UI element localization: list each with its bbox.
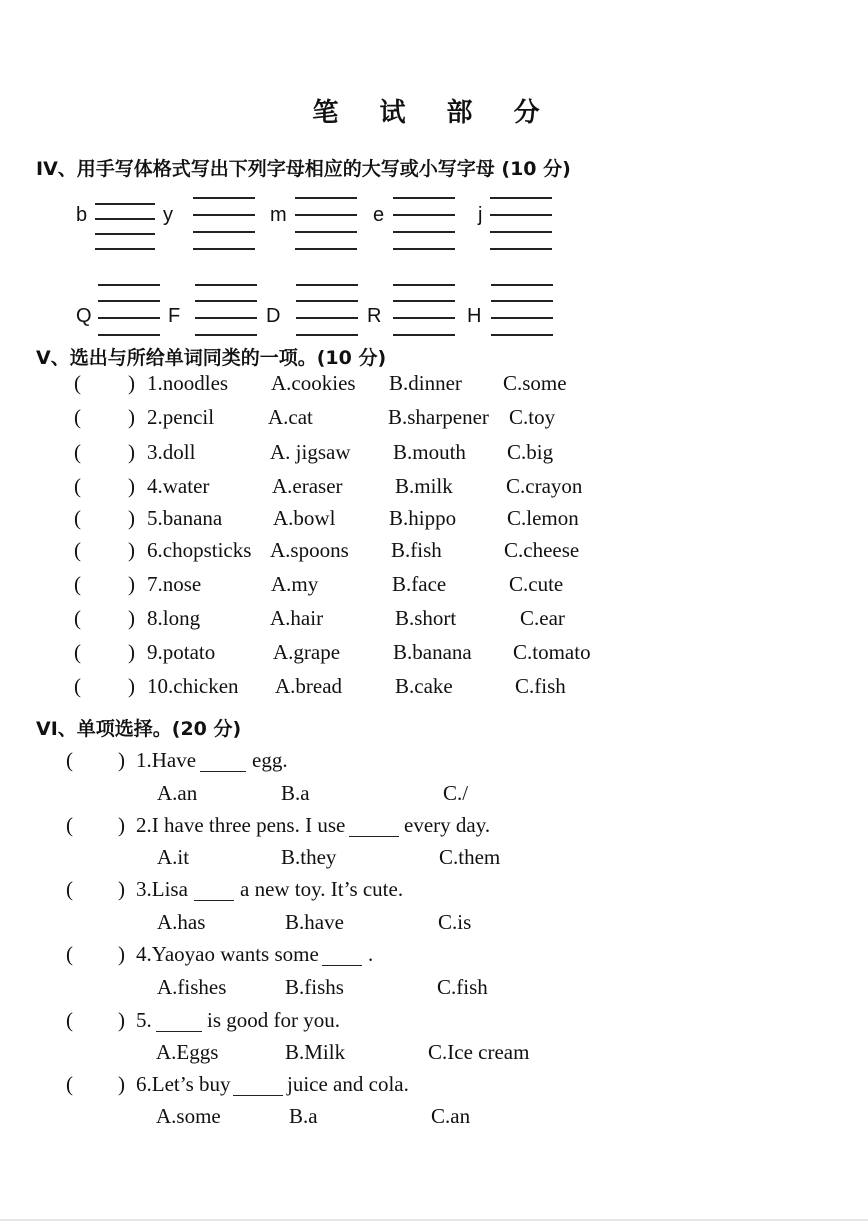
letter-j: j <box>478 204 483 226</box>
answer-paren-open[interactable]: ( <box>74 606 81 630</box>
writing-line[interactable] <box>393 197 455 199</box>
question-word: 10.chicken <box>147 674 239 698</box>
question-text-start: 2.I have three pens. I use <box>136 813 346 837</box>
question-word: 1.noodles <box>147 371 229 395</box>
writing-line[interactable] <box>490 197 552 199</box>
option-b: B.hippo <box>389 506 457 530</box>
section-4-heading: IV、用手写体格式写出下列字母相应的大写或小写字母 (10 分) <box>36 158 571 180</box>
option-a: A.eraser <box>272 474 343 498</box>
writing-line[interactable] <box>296 284 358 286</box>
writing-line[interactable] <box>193 248 255 250</box>
letter-e: e <box>373 204 385 226</box>
writing-line[interactable] <box>95 203 155 205</box>
option-c: C.cheese <box>504 538 580 562</box>
writing-line[interactable] <box>296 317 358 319</box>
option-c: C.some <box>503 371 567 395</box>
option-c: C.fish <box>437 975 488 999</box>
answer-paren-close: ) <box>128 506 135 530</box>
letter-H: H <box>467 305 482 327</box>
option-a: A.it <box>157 845 190 869</box>
option-b: B.a <box>289 1104 318 1128</box>
option-b: B.mouth <box>393 440 466 464</box>
writing-line[interactable] <box>490 214 552 216</box>
page-bottom-edge <box>0 1219 868 1221</box>
question-text-end: juice and cola. <box>287 1072 409 1096</box>
letter-b: b <box>76 204 88 226</box>
question-text-start: 3.Lisa <box>136 877 188 901</box>
option-c: C.is <box>438 910 472 934</box>
writing-line[interactable] <box>393 284 455 286</box>
writing-line[interactable] <box>295 248 357 250</box>
option-a: A.bread <box>275 674 343 698</box>
writing-line[interactable] <box>491 284 553 286</box>
writing-line[interactable] <box>195 284 257 286</box>
answer-blank[interactable] <box>349 836 399 837</box>
answer-paren-close: ) <box>128 371 135 395</box>
option-c: C.them <box>439 845 501 869</box>
answer-paren-open[interactable]: ( <box>74 440 81 464</box>
option-c: C.tomato <box>513 640 591 664</box>
question-text-end: egg. <box>252 748 288 772</box>
answer-blank[interactable] <box>322 965 362 966</box>
letter-F: F <box>168 305 181 327</box>
letter-Q: Q <box>76 305 92 327</box>
question-word: 9.potato <box>147 640 216 664</box>
answer-paren-open[interactable]: ( <box>74 640 81 664</box>
option-a: A.has <box>157 910 206 934</box>
section-6-heading: VI、单项选择。(20 分) <box>36 718 242 740</box>
writing-line[interactable] <box>491 317 553 319</box>
answer-paren-open[interactable]: ( <box>74 371 81 395</box>
letter-y: y <box>163 204 173 226</box>
option-c: C.fish <box>515 674 566 698</box>
answer-paren-close: ) <box>128 405 135 429</box>
writing-line[interactable] <box>296 300 358 302</box>
question-word: 5.banana <box>147 506 223 530</box>
answer-paren-open[interactable]: ( <box>66 813 73 837</box>
option-b: B.fishs <box>285 975 344 999</box>
option-a: A.cat <box>268 405 313 429</box>
option-b: B.face <box>392 572 447 596</box>
answer-blank[interactable] <box>233 1095 283 1096</box>
writing-line[interactable] <box>98 334 160 336</box>
question-text-end: is good for you. <box>207 1008 340 1032</box>
option-b: B.Milk <box>285 1040 346 1064</box>
writing-line[interactable] <box>393 300 455 302</box>
option-c: C.ear <box>520 606 565 630</box>
answer-paren-close: ) <box>118 1072 125 1096</box>
writing-line[interactable] <box>393 214 455 216</box>
letter-R: R <box>367 305 382 327</box>
question-word: 7.nose <box>147 572 202 596</box>
option-b: B.fish <box>391 538 442 562</box>
question-word: 4.water <box>147 474 210 498</box>
writing-line[interactable] <box>98 284 160 286</box>
answer-paren-close: ) <box>118 748 125 772</box>
writing-line[interactable] <box>295 197 357 199</box>
writing-line[interactable] <box>296 334 358 336</box>
option-b: B.dinner <box>389 371 462 395</box>
option-a: A.spoons <box>270 538 349 562</box>
question-word: 2.pencil <box>147 405 215 429</box>
option-b: B.cake <box>395 674 453 698</box>
option-c: C.crayon <box>506 474 583 498</box>
answer-paren-close: ) <box>128 606 135 630</box>
option-b: B.short <box>395 606 457 630</box>
option-a: A.hair <box>270 606 324 630</box>
writing-line[interactable] <box>491 300 553 302</box>
question-text-end: a new toy. It’s cute. <box>240 877 404 901</box>
writing-line[interactable] <box>491 334 553 336</box>
answer-paren-close: ) <box>128 538 135 562</box>
writing-line[interactable] <box>490 248 552 250</box>
answer-paren-open[interactable]: ( <box>74 674 81 698</box>
answer-blank[interactable] <box>200 771 246 772</box>
answer-paren-close: ) <box>128 572 135 596</box>
answer-paren-open[interactable]: ( <box>66 1072 73 1096</box>
option-c: C.cute <box>509 572 564 596</box>
option-c: C./ <box>443 781 469 805</box>
question-text-start: 4.Yaoyao wants some <box>136 942 319 966</box>
option-a: A.bowl <box>273 506 336 530</box>
option-b: B.sharpener <box>388 405 489 429</box>
answer-paren-close: ) <box>118 1008 125 1032</box>
writing-line[interactable] <box>95 248 155 250</box>
option-c: C.lemon <box>507 506 579 530</box>
answer-paren-open[interactable]: ( <box>74 572 81 596</box>
section-5-heading: V、选出与所给单词同类的一项。(10 分) <box>36 347 387 369</box>
writing-line[interactable] <box>95 218 155 220</box>
writing-line[interactable] <box>393 231 455 233</box>
option-a: A.grape <box>273 640 341 664</box>
option-a: A.my <box>271 572 319 596</box>
question-text-start: 5. <box>136 1008 152 1032</box>
writing-line[interactable] <box>193 231 255 233</box>
option-c: C.Ice cream <box>428 1040 530 1064</box>
answer-paren-open[interactable]: ( <box>66 942 73 966</box>
answer-paren-open[interactable]: ( <box>74 506 81 530</box>
option-b: B.banana <box>393 640 472 664</box>
answer-paren-open[interactable]: ( <box>74 405 81 429</box>
answer-paren-close: ) <box>118 813 125 837</box>
writing-line[interactable] <box>98 317 160 319</box>
answer-paren-close: ) <box>128 440 135 464</box>
option-b: B.a <box>281 781 310 805</box>
answer-blank[interactable] <box>194 900 234 901</box>
option-c: C.toy <box>509 405 556 429</box>
option-b: B.have <box>285 910 344 934</box>
writing-line[interactable] <box>295 231 357 233</box>
letter-D: D <box>266 305 281 327</box>
writing-line[interactable] <box>193 197 255 199</box>
question-text-start: 6.Let’s buy <box>136 1072 231 1096</box>
option-a: A.Eggs <box>156 1040 219 1064</box>
writing-line[interactable] <box>295 214 357 216</box>
question-text-end: every day. <box>404 813 491 837</box>
option-b: B.they <box>281 845 337 869</box>
option-b: B.milk <box>395 474 453 498</box>
question-word: 3.doll <box>147 440 196 464</box>
writing-line[interactable] <box>195 317 257 319</box>
writing-line[interactable] <box>393 334 455 336</box>
writing-line[interactable] <box>98 300 160 302</box>
option-a: A.fishes <box>157 975 227 999</box>
page-title: 笔 试 部 分 <box>312 98 556 128</box>
option-a: A.an <box>157 781 198 805</box>
option-a: A.some <box>156 1104 221 1128</box>
answer-paren-close: ) <box>118 942 125 966</box>
option-a: A. jigsaw <box>270 440 351 464</box>
answer-blank[interactable] <box>156 1031 202 1032</box>
option-c: C.an <box>431 1104 471 1128</box>
question-text-start: 1.Have <box>136 748 197 772</box>
answer-paren-open[interactable]: ( <box>66 748 73 772</box>
writing-line[interactable] <box>195 300 257 302</box>
writing-line[interactable] <box>193 214 255 216</box>
answer-paren-open[interactable]: ( <box>74 538 81 562</box>
answer-paren-close: ) <box>118 877 125 901</box>
letter-m: m <box>270 204 287 226</box>
question-text-end: . <box>368 942 374 966</box>
option-c: C.big <box>507 440 554 464</box>
writing-line[interactable] <box>393 248 455 250</box>
question-word: 8.long <box>147 606 201 630</box>
writing-line[interactable] <box>95 233 155 235</box>
answer-paren-open[interactable]: ( <box>66 877 73 901</box>
answer-paren-close: ) <box>128 474 135 498</box>
writing-line[interactable] <box>490 231 552 233</box>
writing-line[interactable] <box>393 317 455 319</box>
answer-paren-open[interactable]: ( <box>74 474 81 498</box>
question-word: 6.chopsticks <box>147 538 252 562</box>
writing-line[interactable] <box>195 334 257 336</box>
answer-paren-open[interactable]: ( <box>66 1008 73 1032</box>
answer-paren-close: ) <box>128 640 135 664</box>
answer-paren-close: ) <box>128 674 135 698</box>
option-a: A.cookies <box>271 371 356 395</box>
